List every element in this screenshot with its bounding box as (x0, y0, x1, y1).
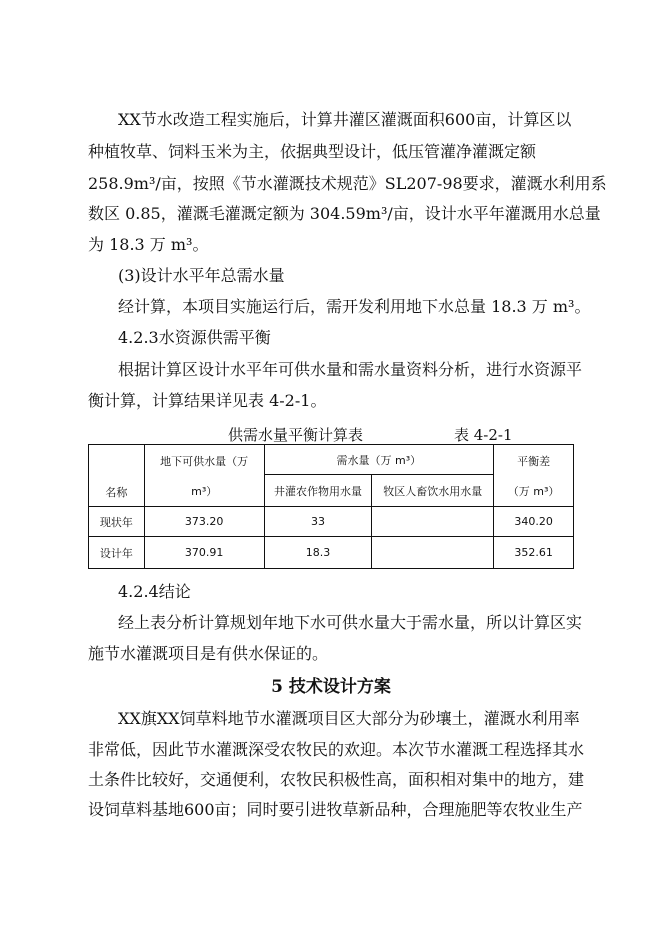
chapter-heading: 5 技术设计方案 (271, 677, 391, 697)
section-heading-4-2-3: 4.2.3水资源供需平衡 (118, 328, 271, 347)
text-line: 施节水灌溉项目是有供水保证的。 (88, 644, 329, 663)
row-name: 设计年 (89, 537, 145, 569)
header-supply-line2: m³） (191, 484, 218, 498)
text-line: 衡计算，计算结果详见表 4-2-1。 (88, 391, 327, 410)
balance-table (88, 444, 574, 569)
header-name: 名称 (89, 445, 145, 507)
text-line: 非常低，因此节水灌溉深受农牧民的欢迎。本次节水灌溉工程选择其水 (88, 740, 585, 759)
header-crop-water: 井灌农作物用水量 (264, 475, 372, 507)
header-demand: 需水量（万 m³） (264, 445, 494, 475)
row-livestock (372, 537, 494, 569)
header-balance-line2: （万 m³） (507, 484, 560, 498)
row-balance: 340.20 (494, 507, 574, 537)
header-supply (144, 445, 264, 507)
text-line: 种植牧草、饲料玉米为主，依据典型设计，低压管灌净灌溉定额 (88, 142, 537, 161)
text-line: 根据计算区设计水平年可供水量和需水量资料分析，进行水资源平 (118, 360, 583, 379)
header-livestock-water: 牧区人畜饮水用水量 (372, 475, 494, 507)
table-title: 供需水量平衡计算表 (228, 426, 364, 444)
row-crop: 18.3 (264, 537, 372, 569)
header-balance-line1: 平衡差 (517, 454, 551, 468)
paragraph-total-demand: 经计算，本项目实施运行后，需开发利用地下水总量 18.3 万 m³。 (118, 297, 591, 316)
text-line: XX节水改造工程实施后，计算井灌区灌溉面积600亩，计算区以 (118, 110, 572, 129)
text-line: 数区 0.85，灌溉毛灌溉定额为 304.59m³/亩，设计水平年灌溉用水总量 (88, 204, 601, 223)
item-heading-3: (3)设计水平年总需水量 (118, 266, 285, 285)
row-supply: 370.91 (144, 537, 264, 569)
header-supply-line1: 地下可供水量（万 (160, 454, 249, 468)
row-supply: 373.20 (144, 507, 264, 537)
text-line: XX旗XX饲草料地节水灌溉项目区大部分为砂壤土，灌溉水利用率 (118, 709, 580, 728)
row-livestock (372, 507, 494, 537)
text-line: 258.9m³/亩，按照《节水灌溉技术规范》SL207-98要求，灌溉水利用系 (88, 174, 607, 193)
section-heading-4-2-4: 4.2.4结论 (118, 582, 191, 601)
text-line: 土条件比较好，交通便利，农牧民积极性高，面积相对集中的地方，建 (88, 770, 585, 789)
text-line: 设饲草料基地600亩；同时要引进牧草新品种，合理施肥等农牧业生产 (88, 800, 583, 819)
text-line: 经上表分析计算规划年地下水可供水量大于需水量，所以计算区实 (118, 613, 583, 632)
row-name: 现状年 (89, 507, 145, 537)
row-balance: 352.61 (494, 537, 574, 569)
table-row (89, 537, 574, 569)
table-number: 表 4-2-1 (454, 426, 513, 444)
text-line: 为 18.3 万 m³。 (88, 235, 209, 254)
table-row (89, 507, 574, 537)
row-crop: 33 (264, 507, 372, 537)
header-balance (494, 445, 574, 507)
